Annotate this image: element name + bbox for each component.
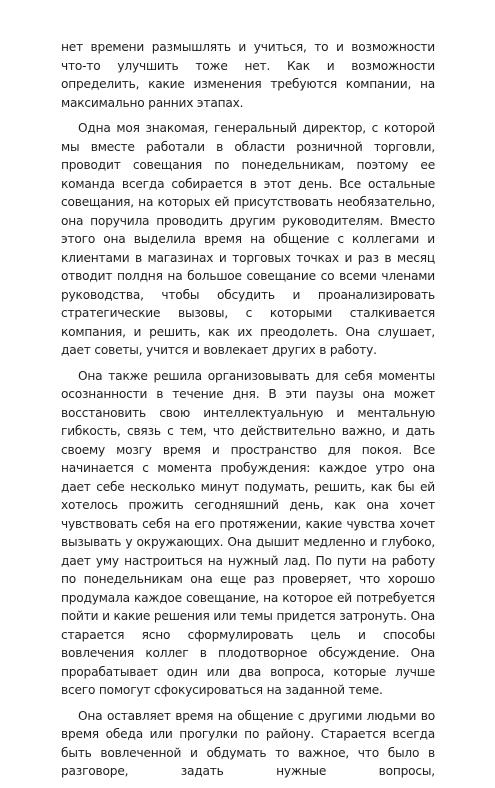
- paragraph-2: Одна моя знакомая, генеральный директор, с которой мы вместе работали в области розничной торговли, проводит совещания по понедельникам, поэтому ее команда всегда собирается в этот день. Все остальные совещания, на которых ей присутствовать необязательно, она поручила проводить другим руководителям. Вместо этого она выделила время на общение с коллегами и клиентами в магазинах и торговых точках и раз в месяц отводит полдня на большое совещание со всеми членами руководства, чтобы обсудить и проанализировать стратегические вызовы, с которыми сталкивается компания, и решить, как их преодолеть. Она слушает, дает советы, учится и вовлекает других в работу.: [61, 121, 435, 357]
- paragraph-4: Она оставляет время на общение с другими людьми во время обеда или прогулки по району. Старается всегда быть вовлеченной и обдумать то важное, что было в разговоре, задать нужные вопросы,: [61, 708, 435, 778]
- paragraph-1: нет времени размышлять и учиться, то и возможности что-то улучшить тоже нет. Как и возможности определить, какие изменения требуются компании, на максимально ранних этапах.: [61, 40, 435, 110]
- document-page: [61, 38, 435, 788]
- paragraph-3: Она также решила организовывать для себя моменты осознанности в течение дня. В эти паузы она может восстановить свою интеллектуальную и ментальную гибкость, связь с тем, что действительно важно, и дать своему мозгу время и пространство для покоя. Все начинается с момента пробуждения: каждое утро она дает себе несколько минут подумать, решить, как бы ей хотелось прожить сегодняшний день, как она хочет чувствовать себя на его протяжении, какие чувства хочет вызывать у окружающих. Она дышит медленно и глубоко, дает уму настроиться на нужный лад. По пути на работу по понедельникам она еще раз проверяет, что хорошо продумала каждое совещание, на которое ей потребуется пойти и какие решения или темы придется затронуть. Она старается ясно сформулировать цель и способы вовлечения коллег в плодотворное обсуждение. Она прорабатывает один или два вопроса, которые лучше всего помогут сфокусироваться на заданной теме.: [61, 368, 435, 697]
